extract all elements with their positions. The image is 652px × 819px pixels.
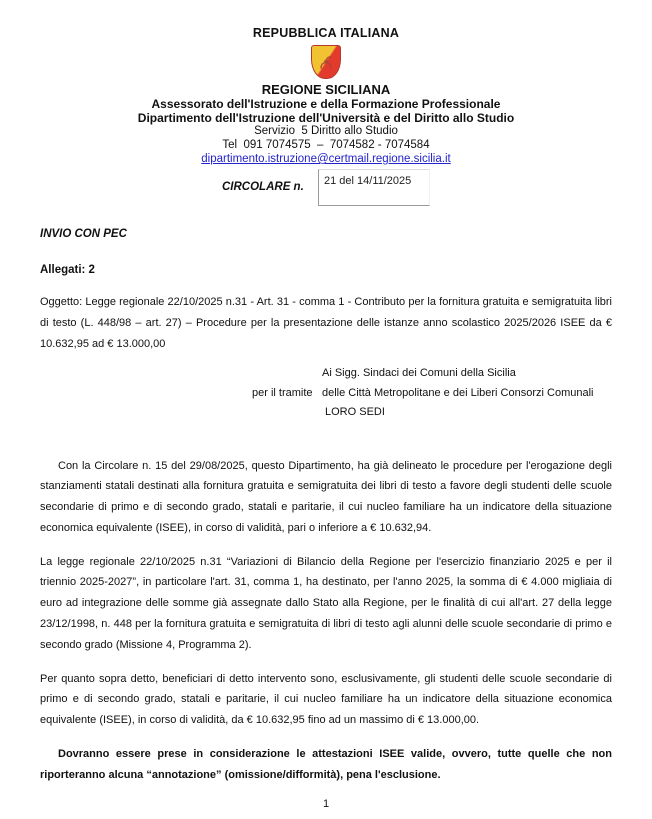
dipartimento-line: Dipartimento dell'Istruzione dell'Università e del Diritto allo Studio [137,111,515,125]
body-paragraph-2: La legge regionale 22/10/2025 n.31 “Variazioni di Bilancio della Regione per l'esercizio finanziario 2025 e per il triennio 2025-2027”, in particolare l'art. 31, comma 1, ha destinato, per l'anno 2025, la somma di € 4.000 migliaia di euro ad integrazione delle somme già assegnate dallo Stato alla Regione, per le finalità di cui all'art. 27 della legge 23/12/1998, n. 448 per la fornitura gratuita e semigratuita di libri di testo agli alunni delle scuole secondarie di primo e secondo grado (Missione 4, Programma 2). [40,555,612,651]
assessorato-line: Assessorato dell'Istruzione e della Formazione Professionale [151,97,501,111]
circular-number-row [40,169,612,209]
body-paragraph-3: Per quanto sopra detto, beneficiari di detto intervento sono, esclusivamente, gli studenti delle scuole secondarie di primo e di secondo grado, statali e paritarie, il cui nucleo familiare ha un indicatore della situazione economica equivalente (ISEE), in corso di validità, da € 10.632,95 fino ad un massimo di € 13.000,00. [40,672,612,727]
invio-pec-label: INVIO CON PEC [40,228,127,240]
recipients-block [252,364,612,423]
republic-title: REPUBBLICA ITALIANA [252,26,400,40]
emblem-container [40,43,612,81]
circular-number-value: 21 del 14/11/2025 [324,175,412,187]
servizio-line: Servizio 5 Diritto allo Studio [254,125,398,137]
page-number: 1 [322,798,330,810]
email-line [40,152,612,166]
body-paragraph-1: Con la Circolare n. 15 del 29/08/2025, questo Dipartimento, ha già delineato le procedure per l'erogazione degli stanziamenti statali destinati alla fornitura gratuita e semigratuita dei libri di testo a favore degli studenti delle scuole secondarie di primo e di secondo grado, statali e paritarie, il cui nucleo familiare ha un indicatore della situazione economica equivalente (ISEE), in corso di validità, pari o inferiore a € 10.632,94. [40,459,612,534]
recipient-line-2 [252,384,612,404]
recipient-line-2-text: delle Città Metropolitane e dei Liberi Consorzi Comunali [322,386,594,399]
sicily-coat-of-arms-icon [311,45,341,79]
email-link[interactable]: dipartimento.istruzione@certmail.regione.sicilia.it [201,153,451,165]
tramite-label: per il tramite [252,386,313,399]
allegati-label: Allegati: 2 [40,264,95,276]
circular-number-label: CIRCOLARE n. [222,181,304,193]
telephone-line: Tel 091 7074575 – 7074582 - 7074584 [222,138,430,151]
circular-number-field [318,169,430,206]
recipient-line-3: LORO SEDI [325,406,385,418]
trinacria-icon [317,53,335,71]
letterhead [40,26,612,166]
recipient-line-1: Ai Sigg. Sindaci dei Comuni della Sicilia [322,367,516,379]
body-paragraph-4-bold: Dovranno essere prese in considerazione le attestazioni ISEE valide, ovvero, tutte quelle che non riporteranno alcuna “annotazione” (omissione/difformità), pena l'esclusione. [40,748,612,781]
oggetto-paragraph: Oggetto: Legge regionale 22/10/2025 n.31 - Art. 31 - comma 1 - Contributo per la fornitura gratuita e semigratuita libri di testo (L. 448/98 – art. 27) – Procedure per la presentazione delle istanze anno scolastico 2025/2026 ISEE da € 10.632,95 ad € 13.000,00 [40,296,612,350]
region-title: REGIONE SICILIANA [261,82,391,97]
